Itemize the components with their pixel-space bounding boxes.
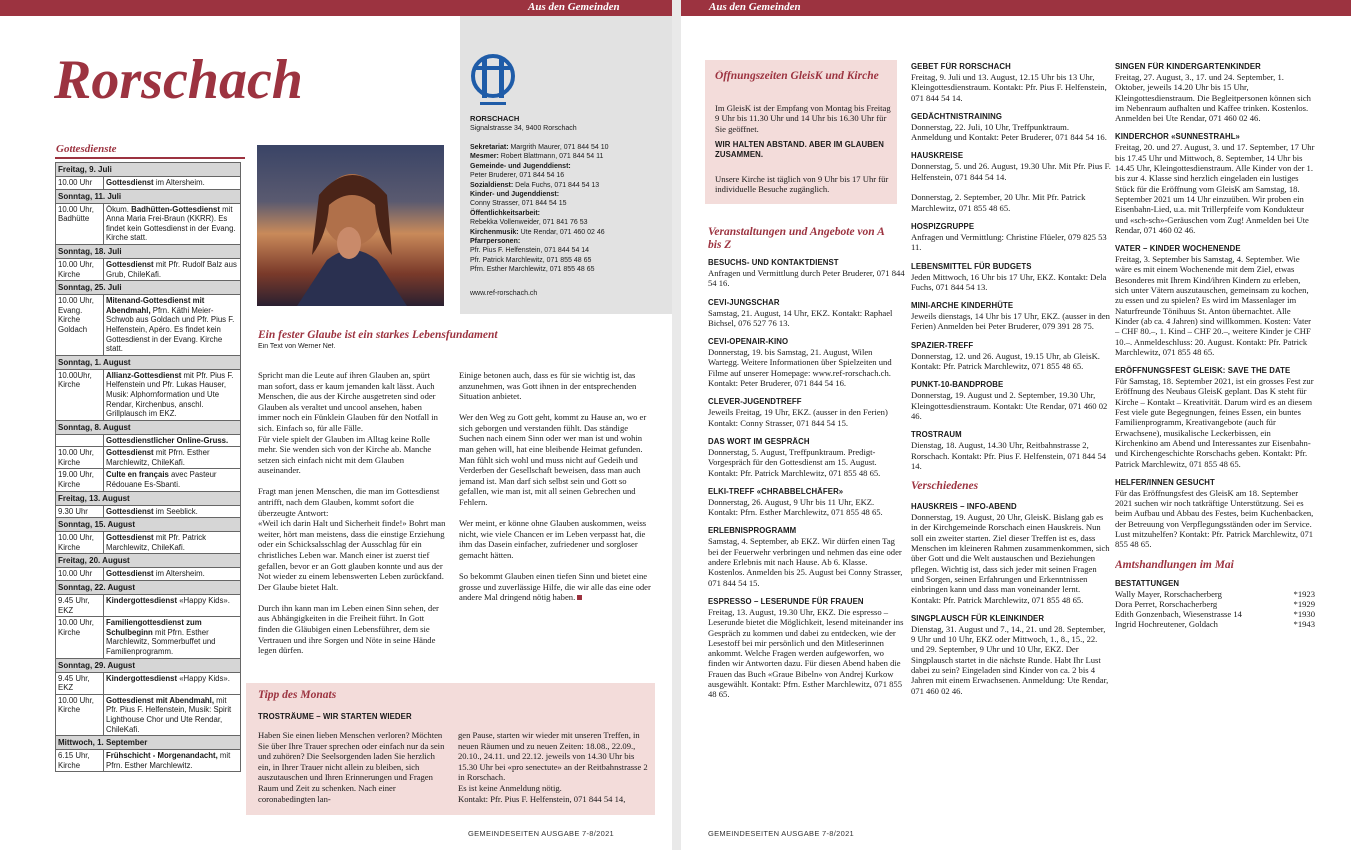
event-item — [1115, 244, 1315, 357]
worship-day: Sonntag, 18. Juli — [56, 244, 241, 258]
event-body: Donnerstag, 5. August, Treffpunktraum. Predigt-Vorgespräch für den Gottesdienst am 15. August. Kontakt: Pfr. Patrick Marchlewitz, 071 855 48 65. — [708, 446, 881, 478]
article-paragraph: Wer den Weg zu Gott geht, kommt zu Hause an, wo er sich geborgen und verstanden fühlt. Das ständige Suchen nach einem Sinn oder wer man ist und wohin man gehen will, hat eine bleibende Heimat gefunden. Man fühlt sich wohl und muss nicht auf Gedeih und Verderben der Gesellschaft beweisen, dass man auch jemand ist. Man darf sich selbst sein und Gott so gefallen, wie man ist, mit all seinen Gebrechen und Fehlern. — [459, 412, 647, 508]
event-item — [1115, 366, 1315, 469]
worship-entry-row — [56, 672, 241, 694]
contact-line — [470, 246, 670, 255]
worship-service-name: Frühschicht - Morgenandacht, — [106, 751, 218, 761]
worship-entry-row — [56, 568, 241, 581]
contact-label: Pfarrpersonen: — [470, 238, 521, 246]
event-title: KINDERCHOR «SUNNESTRAHL» — [1115, 132, 1240, 142]
burial-entry — [1115, 589, 1315, 599]
contact-line — [470, 237, 670, 246]
contact-line — [470, 152, 670, 161]
worship-day-row — [56, 281, 241, 295]
worship-detail — [104, 258, 241, 280]
worship-service-detail: mit Pfr. Patrick Marchlewitz, ChileKafi. — [106, 533, 207, 552]
contact-box — [460, 16, 672, 314]
worship-entry-row — [56, 532, 241, 554]
event-body: Jeweils dienstags, 14 Uhr bis 17 Uhr, EKZ. (ausser in den Ferien) Anmelden bei Peter Bruderer, 079 391 28 75. — [911, 311, 1110, 332]
contact-value: Pfr. Patrick Marchlewitz, 071 855 48 65 — [470, 256, 592, 264]
worship-day: Sonntag, 15. August — [56, 518, 241, 532]
article-paragraph: So bekommt Glauben einen tiefen Sinn und bietet eine grosse und zuverlässige Hilfe, die wir alle das eine oder andere Mal dringend nötig haben. — [459, 571, 651, 603]
event-body: Dienstag, 31. August und 7., 14., 21. und 28. September, 9 Uhr und 10 Uhr, EKZ oder Mittwoch, 1., 8., 15., 22. und 29. September, 9 Uhr und 10 Uhr, EKZ. Der Singplausch startet in die nächste Runde. Habt Ihr Lust dabei zu sein? Eingeladen sind Kinder von ca. 2 bis 4 Jahren mit einem Erwachsenen. Anmeldung: Ute Rendar, 071 460 02 46. — [911, 623, 1109, 696]
contact-line — [470, 143, 670, 152]
worship-entry-row — [56, 447, 241, 469]
worship-service-detail: im Altersheim. — [153, 178, 205, 187]
worship-day-row — [56, 518, 241, 532]
worship-time: 10.00 Uhr, Evang. Kirche Goldach — [56, 295, 104, 356]
burial-name: Dora Perret, Rorschacherberg — [1115, 598, 1218, 609]
worship-time: 6.15 Uhr, Kirche — [56, 750, 104, 772]
contact-value: Pfr. Pius F. Helfenstein, 071 844 54 14 — [470, 247, 590, 255]
worship-table — [55, 162, 241, 772]
worship-entry-row — [56, 595, 241, 617]
worship-service-detail: «Happy Kids». — [177, 673, 230, 683]
worship-time: 10.00Uhr, Kirche — [56, 369, 104, 420]
worship-detail — [104, 369, 241, 420]
worship-service-name: Gottesdienst — [106, 506, 154, 516]
opening-heading: Öffnungszeiten GleisK und Kirche — [715, 70, 879, 82]
contact-line — [470, 265, 670, 274]
worship-detail — [104, 568, 241, 581]
left-page — [0, 0, 672, 850]
section-heading: Verschiedenes — [911, 480, 979, 493]
worship-service-detail: Ökum. — [106, 204, 132, 214]
opening-motto: WIR HALTEN ABSTAND. ABER IM GLAUBEN ZUSAMMEN. — [715, 140, 884, 159]
contact-label: Kinder- und Jugenddienst: — [470, 191, 560, 199]
event-item — [708, 437, 905, 478]
worship-detail — [104, 672, 241, 694]
worship-detail — [104, 595, 241, 617]
event-title: ERLEBNISPROGRAMM — [708, 526, 797, 536]
worship-day: Sonntag, 8. August — [56, 420, 241, 434]
contact-value: Dela Fuchs, 071 844 54 13 — [513, 181, 600, 189]
article-headline: Ein fester Glaube ist ein starkes Lebensfundament — [258, 329, 498, 341]
worship-entry-row — [56, 177, 241, 190]
worship-service-detail: mit Pfrn. Esther Marchlewitz, ChileKafi. — [106, 448, 210, 467]
article-paragraph: Durch ihn kann man im Leben einen Sinn sehen, der aus Abhängigkeiten in die Freiheit führt. In Gott finden die Gläubigen einen Lebensführer, dem sie Vertrauen und ihre Sorgen und Nöte in seine Hände legen dürfen. — [258, 602, 439, 656]
worship-entry-row — [56, 369, 241, 420]
worship-day-row — [56, 420, 241, 434]
contact-line — [470, 209, 670, 218]
event-item — [911, 502, 1111, 605]
event-body: Samstag, 4. September, ab EKZ. Wir dürfen einen Tag bei der Feuerwehr verbringen und nehmen das eine oder andere Erlebnis mit nach Hause. Ab 6. Klasse. Kostenlos. Anmelden bis 25. August bei Conny Strasser, 071 844 54 15. — [708, 536, 903, 588]
worship-day: Sonntag, 22. August — [56, 581, 241, 595]
worship-day-row — [56, 355, 241, 369]
event-item — [708, 397, 905, 428]
burial-name: Wally Mayer, Rorschacherberg — [1115, 588, 1222, 599]
worship-day-row — [56, 491, 241, 505]
event-item — [911, 614, 1111, 696]
contact-value: Margrith Maurer, 071 844 54 10 — [508, 144, 609, 151]
worship-service-name: Allianz-Gottesdienst — [106, 370, 182, 380]
worship-day-row — [56, 244, 241, 258]
worship-day-row — [56, 163, 241, 177]
contact-label: Kirchenmusik: — [470, 228, 519, 236]
contact-value: Rebekka Vollenweider, 071 841 76 53 — [470, 219, 588, 227]
worship-service-name: Gottesdienst — [106, 178, 154, 187]
event-title: LEBENSMITTEL FÜR BUDGETS — [911, 261, 1032, 271]
worship-service-detail: mit Anna Maria Frei-Braun (KKRR). Es findet kein Gottesdienst in der Evang. Kirche statt. — [106, 204, 236, 243]
event-title: ELKI-TREFF «CHRABBELCHÄFER» — [708, 486, 844, 496]
tip-box — [246, 683, 655, 815]
worship-day-row — [56, 189, 241, 203]
contact-line — [470, 228, 670, 237]
events-column-1 — [708, 258, 905, 823]
article-paragraph: Fragt man jenen Menschen, die man im Gottesdienst antrifft, nach dem Glauben, kommt sofort die überzeugte Antwort: «Weil ich darin Halt und Sicherheit finde!» Bohrt man weiter, hört man meistens, dass die einstige Erziehung oder ein Schicksalsschlag der Ausschlag für ein christliches Leben war. Manch einer ist zuerst tief gefallen, bevor er an Gott glauben konnte und aus der Not wieder zu einem lebenswerten Leben zurückfand. Der Glaube bietet Halt. — [258, 486, 446, 592]
contact-label: Sozialdienst: — [470, 181, 514, 189]
worship-time-empty — [56, 434, 104, 447]
worship-day-row — [56, 554, 241, 568]
event-body: Donnerstag, 19. August, 20 Uhr, GleisK. Bislang gab es in der Kirchgemeinde Rorschach einen Hauskreis. Nun soll ein zweiter starten. Ziel dieser Treffen ist es, dass Menschen im kleineren Rahmen zusammenkommen, sich über Gott und die Welt austauschen und Beziehungen pflegen. Wichtig ist, dass sich jeder mit seinen Fragen und Sorgen, seinen Erfahrungen und Erkenntnissen einbringen kann und dass man voneinander lernt. Kontakt: Pfr. Patrick Marchlewitz, 071 855 48 65. — [911, 512, 1110, 605]
worship-service-name: Badhütten-Gottesdienst — [131, 204, 220, 214]
worship-day: Sonntag, 29. August — [56, 658, 241, 672]
opening-text-1: Im GleisK ist der Empfang von Montag bis Freitag 9 Uhr bis 11.30 Uhr und 14 Uhr bis 16.30 Uhr für Sie geöffnet. — [715, 103, 891, 134]
contact-line — [470, 199, 670, 208]
worship-service-name: Gottesdienst — [106, 448, 154, 458]
event-body: Freitag, 27. August, 3., 17. und 24. September, 1. Oktober, jeweils 14.20 Uhr bis 15 Uhr, Kleingottesdienstraum. Die Begleitpersonen können sich im Nebenraum aufhalten und Kaffee trinken. Kostenlos. Anmelden bei Ute Rendar, 071 460 02 46. — [1115, 72, 1311, 124]
contact-label: Gemeinde- und Jugenddienst: — [470, 162, 571, 170]
event-title: CLEVER-JUGENDTREFF — [708, 397, 802, 407]
article-byline: Ein Text von Werner Nef. — [258, 343, 336, 350]
event-item — [1115, 132, 1315, 235]
worship-detail — [104, 203, 241, 244]
burials-heading: BESTATTUNGEN — [1115, 578, 1180, 588]
event-body: Anfragen und Vermittlung durch Peter Bruderer, 071 844 54 16. — [708, 268, 905, 289]
event-title: DAS WORT IM GESPRÄCH — [708, 436, 810, 446]
event-item — [911, 222, 1111, 253]
article-column-2 — [459, 370, 655, 675]
contact-line — [470, 162, 670, 171]
article-paragraph: Einige betonen auch, dass es für sie wichtig ist, das anzunehmen, was Gott ihnen in der entsprechenden Situation anbietet. — [459, 370, 637, 402]
event-body: Donnerstag, 22. Juli, 10 Uhr, Treffpunktraum. Anmeldung und Kontakt: Peter Bruderer, 071 844 54 16. — [911, 121, 1107, 143]
event-body: Freitag, 3. September bis Samstag, 4. September. Wie wäre es mit einem Wochenende mit dem Ziel, etwas Besonderes mit Ihrem Kind/ihren Kindern zu erleben, sich unter Vätern auszutauschen, gemeinsam zu kochen, zu essen und zu spielen? Es wird im Massenlager im Naturfreunde Tönihuus St. Anton übernachtet. Alle Kinder (ab ca. 4 Jahren) sind willkommen. Kosten: Vater – CHF 80.–, 1. Kind – CHF 20.–, weitere Kinder je CHF 10.–. Anmeldeschluss: 20. August. Kontakt: Pfr. Patrick Marchlewitz, 071 855 48 65. — [1115, 254, 1312, 357]
official-acts-heading: Amtshandlungen im Mai — [1115, 558, 1234, 571]
worship-service-detail: «Happy Kids». — [177, 596, 230, 606]
event-title: PUNKT-10-BANDPROBE — [911, 380, 1004, 390]
worship-entry-row — [56, 750, 241, 772]
event-title: MINI-ARCHE KINDERHÜTE — [911, 301, 1014, 311]
header-band — [0, 0, 672, 16]
header-band — [681, 0, 1351, 16]
burial-name: Ingrid Hochreutener, Goldach — [1115, 619, 1218, 630]
page-gutter — [672, 0, 681, 850]
event-item — [911, 380, 1111, 421]
worship-service-name: Kindergottesdienst — [106, 673, 178, 683]
contact-line — [470, 190, 670, 199]
worship-detail — [104, 469, 241, 491]
worship-detail — [104, 505, 241, 518]
worship-service-name: Gottesdienst — [106, 259, 154, 269]
worship-entry-row — [56, 617, 241, 658]
section-header: Aus den Gemeinden — [709, 1, 801, 13]
event-title: CEVI-JUNGSCHAR — [708, 297, 780, 307]
worship-service-detail: mit Pfrn. Esther Marchlewitz, Sommerbuffet und Familienprogramm. — [106, 627, 216, 656]
event-item — [911, 112, 1111, 143]
page-footer: GEMEINDESEITEN AUSGABE 7-8/2021 — [468, 829, 615, 838]
event-title: VATER – KINDER WOCHENENDE — [1115, 244, 1241, 254]
event-body: Für das Eröffnungsfest des GleisK am 18. September 2021 suchen wir noch tatkräftige Unterstützung. Sei es beim Aufbau und Abbau des Festes, beim Kuchenbacken, der Betreuung von Verpflegungsständen oder im Service. Lust mitzuhelfen? Kontakt: Pfr. Patrick Marchlewitz, 071 855 48 65. — [1115, 487, 1314, 550]
contact-line — [470, 181, 670, 190]
burial-name: Edith Gonzenbach, Wiesenstrasse 14 — [1115, 609, 1242, 620]
event-title: GEBET FÜR RORSCHACH — [911, 62, 1011, 71]
event-item — [1115, 62, 1315, 123]
worship-detail — [104, 617, 241, 658]
worship-detail — [104, 750, 241, 772]
contact-line — [470, 218, 670, 227]
worship-schedule — [55, 157, 245, 817]
event-title: GEDÄCHTNISTRAINING — [911, 111, 1003, 121]
tip-heading: Tipp des Monats — [258, 689, 337, 701]
worship-day: Sonntag, 25. Juli — [56, 281, 241, 295]
page-footer: GEMEINDESEITEN AUSGABE 7-8/2021 — [708, 829, 855, 838]
event-item — [911, 151, 1111, 212]
section-header: Aus den Gemeinden — [528, 1, 620, 13]
worship-time: 19.00 Uhr, Kirche — [56, 469, 104, 491]
event-body: Anfragen und Vermittlung: Christine Flüeler, 079 825 53 11. — [911, 231, 1107, 253]
contact-label: Sekretariat: — [470, 144, 509, 151]
worship-entry-row — [56, 258, 241, 280]
worship-service-name: Familiengottesdienst zum Schulbeginn — [106, 618, 202, 637]
event-body: Für Samstag, 18. September 2021, ist ein grosses Fest zur Eröffnung des Neubaus GleisK geplant. Das K steht für Kirche – Kontakt – Kreativität. Darum wird es an diesem Fest viele gute Begegnungen, feines Essen, ein buntes Familienprogramm, Kreativangebote (auch für Erwachsene), musikalische Leckerbissen, ein Kirchenkino am Abend und Interessantes zur Eisenbahn- und Kirchengeschichte Rorschachs geben. Kontakt: Pfr. Patrick Marchlewitz, 071 855 48 65. — [1115, 376, 1314, 469]
contact-value: Pfrn. Esther Marchlewitz, 071 855 48 65 — [470, 266, 595, 274]
worship-time: 10.00 Uhr — [56, 568, 104, 581]
worship-entry-row — [56, 469, 241, 491]
worship-service-detail: Pfrn. Käthi Meier-Schwob aus Goldach und Pfr. Pius F. Helfenstein, Apéro. Es findet kein Gottesdienst in der Evang. Kirche statt. — [106, 305, 235, 354]
event-title: CEVI-OPENAIR-KINO — [708, 337, 789, 347]
worship-day-row — [56, 736, 241, 750]
opening-text-2: Unsere Kirche ist täglich von 9 Uhr bis 17 Uhr für individuelle Besuche zugänglich. — [715, 174, 889, 195]
event-title: ERÖFFNUNGSFEST GLEISK: SAVE THE DATE — [1115, 366, 1291, 376]
worship-detail — [104, 694, 241, 735]
worship-day: Freitag, 13. August — [56, 491, 241, 505]
worship-service-detail: im Altersheim. — [153, 569, 205, 579]
event-title: ESPRESSO – LESERUNDE FÜR FRAUEN — [708, 596, 864, 606]
event-title: HOSPIZGRUPPE — [911, 221, 975, 231]
event-title: SPAZIER-TREFF — [911, 340, 974, 350]
page-title: Rorschach — [54, 50, 303, 110]
tip-title: TROSTRÄUME – WIR STARTEN WIEDER — [258, 712, 412, 721]
worship-service-detail: im Seeblick. — [153, 506, 198, 516]
worship-service-detail: avec Pasteur Rédouane Es-Sbanti. — [106, 470, 217, 490]
burial-entry — [1115, 609, 1315, 619]
event-body: Donnerstag, 19. August und 2. September, 19.30 Uhr, Kleingottesdienstraum. Kontakt: Ute Rendar, 071 460 02 46. — [911, 390, 1108, 421]
tip-column-1: Haben Sie einen lieben Menschen verloren? Möchten Sie über Ihre Trauer sprechen oder einfach nur da sein und zuhören? Die Seelsorgenden laden Sie herzlich ein, in Ihrer Trauer nicht allein zu bleiben, sich auszutauschen und Ihren Erinnerungen und Fragen Raum und Zeit zu schenken. Nach einer coronabedingten lan- — [258, 730, 445, 804]
event-title: SINGEN FÜR KINDERGARTENKINDER — [1115, 62, 1261, 71]
worship-service-name: Culte en français — [106, 470, 169, 480]
event-item — [1115, 478, 1315, 550]
event-body: Donnerstag, 12. und 26. August, 19.15 Uhr, ab GleisK. Kontakt: Pfr. Patrick Marchlewitz, 071 855 48 65. — [911, 350, 1100, 372]
worship-time: 10.00 Uhr, Badhütte — [56, 203, 104, 244]
opening-hours-box — [705, 60, 897, 204]
event-body: Donnerstag, 19. bis Samstag, 21. August, Wilen Wartegg. Weitere Informationen über Spielzeiten und Filme auf unserer Homepage: www.ref-rorschach.ch. Kontakt: Peter Bruderer, 071 844 54 16. — [708, 347, 892, 389]
woman-praying-photo — [257, 145, 444, 306]
events-column-3 — [1115, 62, 1315, 812]
contact-line — [470, 171, 670, 180]
worship-time: 10.00 Uhr, Kirche — [56, 258, 104, 280]
events-column-2 — [911, 62, 1111, 824]
contact-line — [470, 256, 670, 265]
event-item — [708, 258, 905, 289]
event-item — [708, 597, 905, 700]
event-item — [911, 262, 1111, 293]
worship-time: 10.00 Uhr — [56, 177, 104, 190]
worship-service-detail: mit Pfr. Rudolf Balz aus Grub, ChileKafi. — [106, 259, 237, 279]
worship-time: 10.00 Uhr, Kirche — [56, 532, 104, 554]
worship-heading: Gottesdienste — [56, 143, 117, 155]
event-body: Dienstag, 18. August, 14.30 Uhr, Reitbahnstrasse 2, Rorschach. Kontakt: Pfr. Pius F. Helfenstein, 071 844 54 14. — [911, 440, 1107, 471]
event-item — [911, 301, 1111, 332]
worship-entry-row — [56, 694, 241, 735]
burial-entry — [1115, 619, 1315, 629]
worship-time: 10.00 Uhr, Kirche — [56, 694, 104, 735]
event-item — [911, 341, 1111, 372]
worship-detail — [104, 177, 241, 190]
worship-detail — [104, 532, 241, 554]
event-item — [708, 298, 905, 329]
worship-time: 10.00 Uhr, Kirche — [56, 447, 104, 469]
event-body: Freitag, 20. und 27. August, 3. und 17. September, 17 Uhr bis 17.45 Uhr und Mittwoch, 8. September, 14 Uhr bis 14.45 Uhr, Kleingottesdienstraum. Alle Kinder von der 1. bis zur 4. Klasse sind herzlich eingeladen ein lustiges Stück für die Eröffnung vom GleisK am Samstag, 18. September 2021 um 14 Uhr einzuüben. Wir proben ein Eisenbahn-Lied, u.a. mit Trillerpfeife vom Kondukteur und «sch-sch»-Geräuschen vom Zug! Anmelden bei Ute Rendar, 071 460 02 46. — [1115, 142, 1315, 235]
event-body: Donnerstag, 26. August, 9 Uhr bis 11 Uhr, EKZ. Kontakt: Pfrn. Esther Marchlewitz, 071 855 48 65. — [708, 496, 883, 518]
worship-service-name: Kindergottesdienst — [106, 596, 178, 606]
website-link[interactable]: www.ref-rorschach.ch — [470, 290, 538, 297]
worship-service-detail: mit Pfr. Pius F. Helfenstein, Musik: Spirit Lighthouse Chor und Ute Rendar, ChileKafi. — [106, 695, 232, 734]
worship-detail — [104, 434, 241, 447]
worship-time: 9.45 Uhr, EKZ — [56, 672, 104, 694]
article-column-1 — [258, 370, 446, 675]
worship-day: Freitag, 9. Juli — [56, 163, 241, 177]
event-title: SINGPLAUSCH FÜR KLEINKINDER — [911, 613, 1045, 623]
event-body: Jeden Mittwoch, 16 Uhr bis 17 Uhr, EKZ. Kontakt: Dela Fuchs, 071 844 54 13. — [911, 271, 1107, 292]
worship-day: Freitag, 20. August — [56, 554, 241, 568]
event-title: BESUCHS- UND KONTAKTDIENST — [708, 258, 839, 267]
event-item — [911, 430, 1111, 471]
worship-day-row — [56, 658, 241, 672]
contact-value: Ute Rendar, 071 460 02 46 — [518, 228, 605, 236]
event-body: Jeweils Freitag, 19 Uhr, EKZ. (ausser in den Ferien) Kontakt: Conny Strasser, 071 844 54 15. — [708, 407, 888, 428]
worship-service-name: Gottesdienst mit Abendmahl, — [106, 695, 215, 705]
article-paragraph: Spricht man die Leute auf ihren Glauben an, spürt man sofort, dass er kaum jemanden kalt lässt. Auch Menschen, die aus der Kirche ausgetreten sind oder Glauben als veraltet und uncool ansehen, haben immer noch ein Fünklein Glauben für den Notfall in sich. Einfach so, für alle Fälle. Für viele spielt der Glauben im Alltag keine Rolle mehr. Sie wenden sich von der Kirche ab. Manche setzen sich einfach nicht mit dem Glauben auseinander. — [258, 370, 438, 476]
worship-time: 9.30 Uhr — [56, 505, 104, 518]
worship-day: Sonntag, 11. Juli — [56, 189, 241, 203]
contact-label: Öffentlichkeitsarbeit: — [470, 209, 541, 217]
worship-service-name: Gottesdienst — [106, 533, 154, 543]
worship-service-detail: mit Pfr. Pius F. Helfenstein und Pfr. Lukas Hauser, Musik: Alphornformation und Ute Rendar, Kirchenbus, anschl. Grillplausch im EKZ. — [106, 370, 234, 419]
end-mark-icon — [577, 595, 582, 600]
burial-year: *1923 — [1293, 588, 1315, 599]
worship-entry-row — [56, 434, 241, 447]
worship-entry-row — [56, 295, 241, 356]
worship-day-row — [56, 581, 241, 595]
event-item — [708, 337, 905, 388]
contact-name: RORSCHACH — [470, 114, 520, 123]
event-title: TROSTRAUM — [911, 430, 962, 440]
contact-list — [470, 143, 670, 275]
event-title: HAUSKREISE — [911, 151, 964, 161]
burial-year: *1929 — [1293, 598, 1315, 609]
event-item — [708, 487, 905, 518]
church-logo-icon — [470, 52, 516, 114]
tip-column-2: gen Pause, starten wir wieder mit unseren Treffen, in neuen Räumen und zu neuen Zeiten: 18.08., 22.09., 20.10., 24.11. und 22.12. jeweils von 14.30 Uhr bis 15.30 Uhr bei «pro senectute» an der Reitbahnstrasse 2 in Rorschach. Es ist keine Anmeldung nötig. Kontakt: Pfr. Pius F. Helfenstein, 071 844 54 14, — [458, 730, 648, 804]
contact-value: Peter Bruderer, 071 844 54 16 — [470, 172, 565, 180]
worship-detail — [104, 295, 241, 356]
burial-year: *1930 — [1293, 609, 1315, 620]
worship-entry-row — [56, 203, 241, 244]
event-item — [911, 62, 1111, 103]
contact-value: Conny Strasser, 071 844 54 15 — [470, 200, 567, 208]
worship-service-name: Gottesdienst — [106, 569, 154, 579]
worship-service-detail: mit Pfrn. Esther Marchlewitz. — [106, 751, 231, 770]
event-item — [708, 526, 905, 587]
contact-value: Robert Blattmann, 071 844 54 11 — [498, 153, 604, 161]
right-page — [681, 0, 1351, 850]
event-title: HAUSKREIS – INFO-ABEND — [911, 502, 1017, 512]
event-body: Freitag, 13. August, 19.30 Uhr, EKZ. Die espresso – Leserunde bietet die Möglichkeit, lesend miteinander ins Gespräch zu kommen und dabei zu entdecken, wie der Lesestoff bei mir persönlich und den Mitleserinnen ankommt. Welche Fragen werden aufgeworfen, wo finden wir Antworten dazu. Für diesen Abend haben die Frauen das Buch «Graue Bibeln» von Andrej Kurkow ausgewählt. Kontakt: Pfrn. Esther Marchlewitz, 071 855 48 65. — [708, 606, 904, 700]
contact-address: Signalstrasse 34, 9400 Rorschach — [470, 125, 577, 132]
worship-day: Sonntag, 1. August — [56, 355, 241, 369]
contact-label: Mesmer: — [470, 153, 499, 161]
worship-service-name: Gottesdienstlicher Online-Gruss. — [106, 435, 229, 445]
burial-year: *1943 — [1293, 619, 1315, 630]
events-heading: Veranstaltungen und Angebote von A bis Z — [708, 226, 885, 251]
event-body: Donnerstag, 5. und 26. August, 19.30 Uhr. Mit Pfr. Pius F. Helfenstein, 071 844 54 14. Donnerstag, 2. September, 20 Uhr. Mit Pfr. Patrick Marchlewitz, 071 855 48 65. — [911, 161, 1111, 213]
worship-day: Mittwoch, 1. September — [56, 736, 241, 750]
event-title: HELFER/INNEN GESUCHT — [1115, 477, 1215, 487]
burial-entry — [1115, 599, 1315, 609]
event-body: Samstag, 21. August, 14 Uhr, EKZ. Kontakt: Raphael Bichsel, 076 527 76 13. — [708, 307, 893, 328]
event-body: Freitag, 9. Juli und 13. August, 12.15 Uhr bis 13 Uhr, Kleingottesdienstraum. Kontakt: Pfr. Pius F. Helfenstein, 071 844 54 14. — [911, 72, 1107, 103]
worship-time: 9.45 Uhr, EKZ — [56, 595, 104, 617]
article-paragraph: Wer meint, er könne ohne Glauben auskommen, weiss nicht, wie viele Chancen er im Leben verpasst hat, die ihm das Dasein einfacher, zufriedener und sorgloser gemacht hätten. — [459, 518, 647, 560]
worship-entry-row — [56, 505, 241, 518]
photo-illustration — [257, 145, 444, 306]
worship-detail — [104, 447, 241, 469]
worship-service-name: Mitenand-Gottesdienst mit Abendmahl, — [106, 296, 205, 315]
worship-time: 10.00 Uhr, Kirche — [56, 617, 104, 658]
